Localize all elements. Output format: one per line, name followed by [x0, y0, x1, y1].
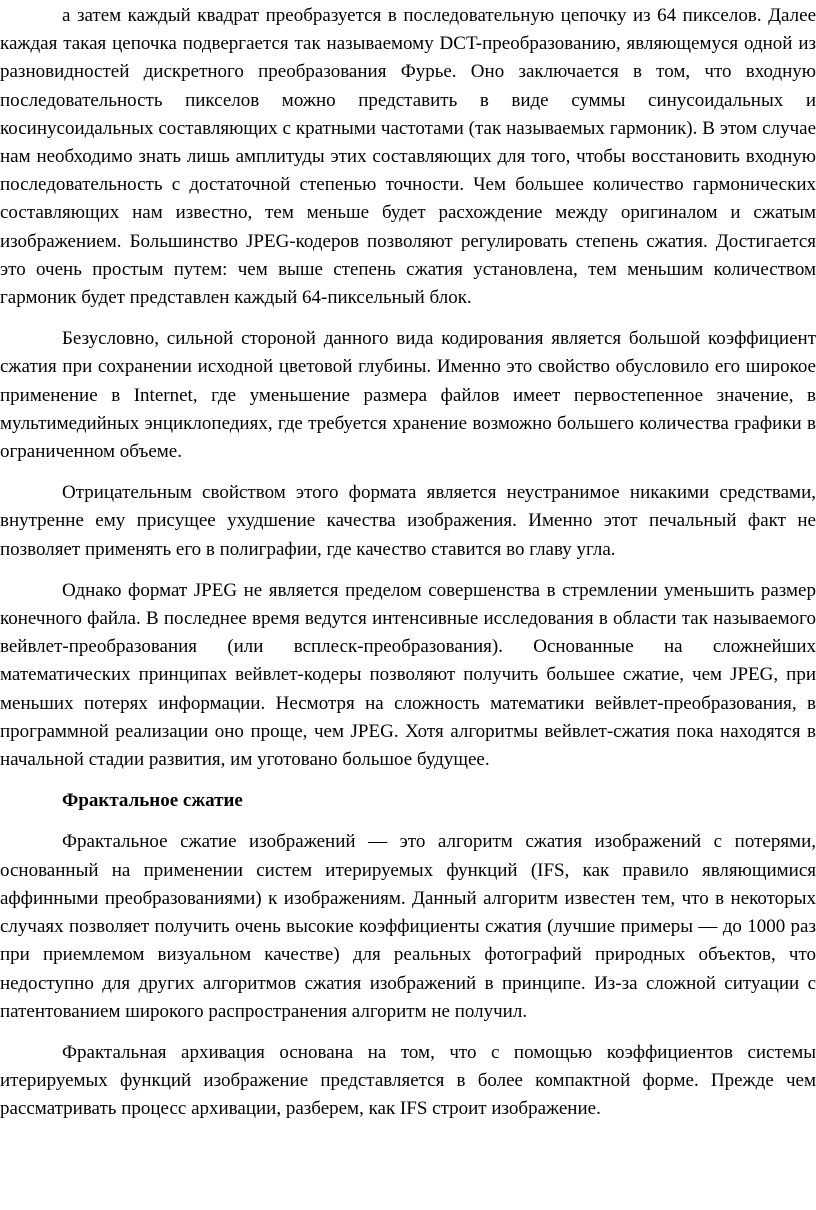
section-heading: Фрактальное сжатие — [62, 790, 243, 812]
paragraph-dct: а затем каждый квадрат преобразуется в последовательную цепочку из 64 пикселов. Далее каждая такая цепочка подвергается так называемому DCT-преобразованию, являющемуся одной из разновидностей дискретного преобразования Фурье. Оно заключается в том, что входную последовательность пикселов можно представить в виде суммы синусоидальных и косинусоидальных составляющих с кратными частотами (так называемых гармоник). В этом случае нам необходимо знать лишь амплитуды этих составляющих для того, чтобы восстановить входную последовательность с достаточной степенью точности. Чем большее количество гармонических составляющих нам известно, тем меньше будет расхождение между оригиналом и сжатым изображением. Большинство JPEG-кодеров позволяют регулировать степень сжатия. Достигается это очень простым путем: чем выше степень сжатия установлена, тем меньшим количеством гармоник будет представлен каждый 64-пиксельный блок. — [0, 5, 816, 309]
paragraph-fractal-archiving: Фрактальная архивация основана на том, что с помощью коэффициентов системы итерируемых функций изображение представляется в более компактной форме. Прежде чем рассматривать процесс архивации, разберем, как IFS строит изображение. — [0, 1041, 816, 1120]
paragraph-disadvantages: Отрицательным свойством этого формата является неустранимое никакими средствами, внутренне ему присущее ухудшение качества изображения. Именно этот печальный факт не позволяет применять его в полиграфии, где качество ставится во главу угла. — [0, 482, 816, 560]
paragraph-fractal-intro: Фрактальное сжатие изображений — это алгоритм сжатия изображений с потерями, основанный на применении систем итерируемых функций (IFS, как правило являющимися аффинными преобразованиями) к изображениям. Данный алгоритм известен тем, что в некоторых случаях позволяет получить очень высокие коэффициенты сжатия (лучшие примеры — до 1000 раз при приемлемом визуальном качестве) для реальных фотографий природных объектов, что недоступно для других алгоритмов сжатия изображений в принципе. Из-за сложной ситуации с патентованием широкого распространения алгоритм не получил. — [0, 831, 816, 1022]
paragraph-wavelet: Однако формат JPEG не является пределом совершенства в стремлении уменьшить размер конечного файла. В последнее время ведутся интенсивные исследования в области так называемого вейвлет-преобразования (или всплеск-преобразования). Основанные на сложнейших математических принципах вейвлет-кодеры позволяют получить большее сжатие, чем JPEG, при меньших потерях информации. Несмотря на сложность математики вейвлет-преобразования, в программной реализации оно проще, чем JPEG. Хотя алгоритмы вейвлет-сжатия пока находятся в начальной стадии развития, им уготовано большое будущее. — [0, 579, 816, 771]
paragraph-advantages: Безусловно, сильной стороной данного вида кодирования является большой коэффициент сжатия при сохранении исходной цветовой глубины. Именно это свойство обусловило его широкое применение в Internet, где уменьшение размера файлов имеет первостепенное значение, в мультимедийных энциклопедиях, где требуется хранение возможно большего количества графики в ограниченном объеме. — [0, 328, 816, 463]
